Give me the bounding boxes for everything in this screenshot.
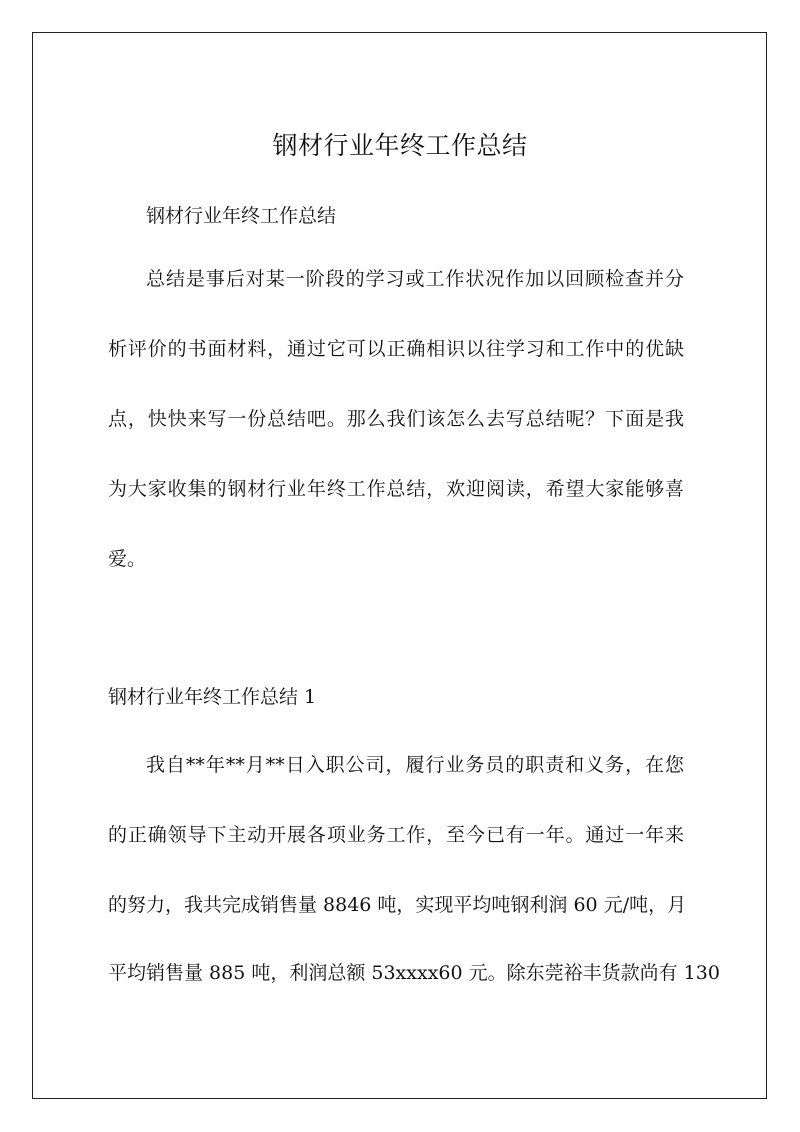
body-line: 平均销售量 885 吨，利润总额 53xxxx60 元。除东莞裕丰货款尚有 130 [108, 962, 720, 984]
document-subtitle: 钢材行业年终工作总结 [146, 205, 337, 227]
section-heading: 钢材行业年终工作总结 1 [108, 686, 317, 708]
body-line: 的正确领导下主动开展各项业务工作，至今已有一年。通过一年来 [108, 824, 684, 846]
intro-line: 爱。 [108, 548, 147, 570]
intro-line: 总结是事后对某一阶段的学习或工作状况作加以回顾检查并分 [146, 268, 684, 290]
body-line: 我自**年**月**日入职公司，履行业务员的职责和义务，在您 [146, 754, 684, 776]
intro-line: 为大家收集的钢材行业年终工作总结，欢迎阅读，希望大家能够喜 [108, 478, 684, 500]
document-title: 钢材行业年终工作总结 [272, 131, 528, 160]
intro-line: 析评价的书面材料，通过它可以正确相识以往学习和工作中的优缺 [108, 338, 684, 360]
intro-line: 点，快快来写一份总结吧。那么我们该怎么去写总结呢？下面是我 [108, 408, 684, 430]
body-line: 的努力，我共完成销售量 8846 吨，实现平均吨钢利润 60 元/吨，月 [108, 894, 687, 916]
